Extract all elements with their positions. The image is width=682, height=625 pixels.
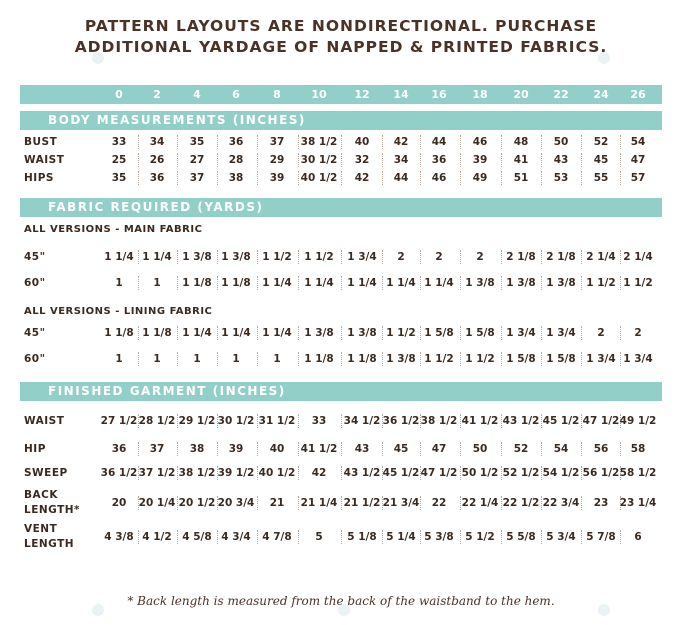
table-cell: 35 [111,172,127,184]
table-cell: 54 [630,136,646,148]
table-cell: 2 [435,251,443,263]
table-cell: 4 3/8 [104,531,134,543]
table-cell: 38 1/2 [420,415,458,427]
row-label: HIPS [24,172,54,184]
table-cell: 42 [354,172,370,184]
table-cell: 4 1/2 [142,531,172,543]
table-cell: 45 [393,443,409,455]
table-cell: 38 [228,172,244,184]
table-cell: 31 1/2 [258,415,296,427]
table-cell: 1 3/8 [304,327,334,339]
table-cell: 1 5/8 [465,327,495,339]
row-label: SWEEP [24,467,68,479]
table-cell: 1 [193,353,201,365]
row-label: 45" [24,327,46,339]
section-band-fabric [20,198,662,217]
table-cell: 1 1/4 [262,327,292,339]
table-cell: 1 3/8 [347,327,377,339]
size-column-header: 0 [115,88,123,101]
table-row [0,489,682,516]
table-cell: 46 [431,172,447,184]
table-cell: 1 3/8 [506,277,536,289]
table-cell: 1 3/4 [347,251,377,263]
table-cell: 42 [393,136,409,148]
row-label: BUST [24,136,58,148]
table-cell: 47 [630,154,646,166]
table-cell: 33 [111,136,127,148]
table-cell: 21 1/2 [343,497,381,509]
table-cell: 1 [115,353,123,365]
table-row [0,169,682,187]
size-column-header: 10 [311,88,327,101]
table-cell: 50 [472,443,488,455]
table-cell: 1 3/8 [465,277,495,289]
table-cell: 2 1/4 [623,251,653,263]
table-cell: 1 1/8 [304,353,334,365]
table-cell: 1 3/8 [546,277,576,289]
notice-line-1: PATTERN LAYOUTS ARE NONDIRECTIONAL. PURCHASE [84,17,598,35]
table-cell: 1 3/4 [546,327,576,339]
table-cell: 5 1/4 [386,531,416,543]
table-cell: 21 1/4 [300,497,338,509]
table-row [0,523,682,550]
table-cell: 21 [269,497,285,509]
size-column-header: 18 [472,88,488,101]
table-cell: 5 7/8 [586,531,616,543]
table-cell: 52 1/2 [502,467,540,479]
table-cell: 36 1/2 [382,415,420,427]
table-cell: 30 1/2 [217,415,255,427]
table-cell: 5 5/8 [506,531,536,543]
table-cell: 1 [153,353,161,365]
table-cell: 1 1/2 [586,277,616,289]
table-cell: 56 1/2 [582,467,620,479]
table-cell: 1 1/2 [304,251,334,263]
table-cell: 29 [269,154,285,166]
size-column-header: 14 [393,88,409,101]
table-cell: 29 1/2 [178,415,216,427]
table-cell: 20 1/2 [178,497,216,509]
table-cell: 1 3/4 [506,327,536,339]
table-cell: 30 1/2 [300,154,338,166]
table-cell: 50 1/2 [461,467,499,479]
row-label: WAIST [24,154,65,166]
table-cell: 22 3/4 [542,497,580,509]
table-cell: 1 1/2 [623,277,653,289]
table-cell: 1 [273,353,281,365]
table-cell: 25 [111,154,127,166]
table-cell: 1 1/4 [424,277,454,289]
table-cell: 38 1/2 [178,467,216,479]
table-cell: 28 [228,154,244,166]
table-cell: 1 1/4 [262,277,292,289]
table-cell: 20 1/4 [138,497,176,509]
table-cell: 1 1/8 [142,327,172,339]
table-cell: 43 [354,443,370,455]
table-cell: 1 1/4 [347,277,377,289]
table-cell: 43 1/2 [502,415,540,427]
table-row [0,248,682,266]
size-column-header: 8 [273,88,281,101]
lining-fabric-heading: ALL VERSIONS - LINING FABRIC [24,306,213,317]
table-row [0,151,682,169]
table-cell: 2 [397,251,405,263]
table-cell: 5 3/4 [546,531,576,543]
table-cell: 1 3/4 [623,353,653,365]
table-cell: 27 1/2 [100,415,138,427]
table-cell: 27 [189,154,205,166]
table-cell: 1 1/4 [142,251,172,263]
section-title: FINISHED GARMENT (INCHES) [48,384,286,398]
table-cell: 39 [269,172,285,184]
table-cell: 1 [153,277,161,289]
table-cell: 1 1/8 [347,353,377,365]
table-cell: 2 1/8 [506,251,536,263]
table-cell: 50 [553,136,569,148]
table-cell: 1 5/8 [506,353,536,365]
row-label: 60" [24,277,46,289]
size-column-header: 12 [354,88,370,101]
table-cell: 2 [476,251,484,263]
table-cell: 1 3/4 [586,353,616,365]
table-cell: 22 1/4 [461,497,499,509]
table-cell: 36 [149,172,165,184]
table-cell: 43 1/2 [343,467,381,479]
table-cell: 1 1/4 [104,251,134,263]
table-cell: 6 [634,531,642,543]
table-cell: 38 [189,443,205,455]
table-cell: 1 1/4 [182,327,212,339]
size-column-header: 2 [153,88,161,101]
table-cell: 1 1/8 [104,327,134,339]
table-cell: 52 [513,443,529,455]
row-label: VENT LENGTH [24,523,75,550]
table-cell: 1 1/4 [304,277,334,289]
row-label: WAIST [24,415,65,427]
table-cell: 4 5/8 [182,531,212,543]
table-row [0,274,682,292]
table-cell: 58 1/2 [619,467,657,479]
table-cell: 1 1/8 [221,277,251,289]
table-cell: 1 1/4 [386,277,416,289]
table-cell: 49 1/2 [619,415,657,427]
layout-notice [0,16,682,58]
table-cell: 1 5/8 [546,353,576,365]
table-cell: 36 1/2 [100,467,138,479]
table-cell: 1 [115,277,123,289]
size-column-header: 6 [232,88,240,101]
table-cell: 41 [513,154,529,166]
table-cell: 21 3/4 [382,497,420,509]
table-cell: 34 [393,154,409,166]
table-cell: 45 [593,154,609,166]
table-cell: 23 [593,497,609,509]
table-cell: 1 5/8 [424,327,454,339]
table-cell: 42 [311,467,327,479]
table-cell: 45 1/2 [542,415,580,427]
table-cell: 5 [315,531,323,543]
table-cell: 22 [431,497,447,509]
table-row [0,133,682,151]
table-cell: 1 3/8 [182,251,212,263]
table-cell: 51 [513,172,529,184]
table-cell: 37 [189,172,205,184]
size-column-header: 22 [553,88,569,101]
table-cell: 55 [593,172,609,184]
table-cell: 37 [149,443,165,455]
table-cell: 39 [228,443,244,455]
row-label: 60" [24,353,46,365]
table-cell: 40 [269,443,285,455]
table-cell: 34 [149,136,165,148]
table-cell: 58 [630,443,646,455]
table-cell: 40 1/2 [258,467,296,479]
table-cell: 2 1/8 [546,251,576,263]
row-label: BACK LENGTH* [24,489,81,516]
table-cell: 47 [431,443,447,455]
table-cell: 2 [634,327,642,339]
table-cell: 49 [472,172,488,184]
table-row [0,412,682,430]
table-cell: 34 1/2 [343,415,381,427]
table-row [0,324,682,342]
table-cell: 20 [111,497,127,509]
table-cell: 26 [149,154,165,166]
table-cell: 57 [630,172,646,184]
table-cell: 47 1/2 [582,415,620,427]
table-cell: 5 1/8 [347,531,377,543]
table-cell: 35 [189,136,205,148]
table-cell: 28 1/2 [138,415,176,427]
table-cell: 37 [269,136,285,148]
table-cell: 46 [472,136,488,148]
table-cell: 44 [393,172,409,184]
table-cell: 54 [553,443,569,455]
table-cell: 1 1/2 [262,251,292,263]
table-cell: 1 3/8 [386,353,416,365]
table-cell: 54 1/2 [542,467,580,479]
table-cell: 36 [111,443,127,455]
row-label: 45" [24,251,46,263]
table-row [0,350,682,368]
table-cell: 36 [228,136,244,148]
table-cell: 43 [553,154,569,166]
size-column-header: 20 [513,88,529,101]
table-cell: 1 [232,353,240,365]
section-band-finished [20,382,662,401]
size-column-header: 26 [630,88,646,101]
table-cell: 22 1/2 [502,497,540,509]
table-cell: 38 1/2 [300,136,338,148]
footnote: * Back length is measured from the back of the waistband to the hem. [127,594,555,608]
table-cell: 56 [593,443,609,455]
table-cell: 40 1/2 [300,172,338,184]
size-column-header: 4 [193,88,201,101]
table-cell: 37 1/2 [138,467,176,479]
table-cell: 2 1/4 [586,251,616,263]
size-column-header: 16 [431,88,447,101]
table-cell: 5 1/2 [465,531,495,543]
table-cell: 47 1/2 [420,467,458,479]
table-cell: 1 1/2 [424,353,454,365]
table-cell: 1 1/8 [182,277,212,289]
table-cell: 39 1/2 [217,467,255,479]
table-cell: 1 1/2 [386,327,416,339]
table-cell: 32 [354,154,370,166]
table-cell: 39 [472,154,488,166]
notice-line-2: ADDITIONAL YARDAGE OF NAPPED & PRINTED FABRICS. [74,38,608,56]
table-cell: 23 1/4 [619,497,657,509]
row-label: HIP [24,443,46,455]
table-cell: 33 [311,415,327,427]
section-title: BODY MEASUREMENTS (INCHES) [48,113,306,127]
table-cell: 41 1/2 [461,415,499,427]
table-cell: 2 [597,327,605,339]
table-cell: 45 1/2 [382,467,420,479]
size-header-row [20,85,662,104]
table-cell: 40 [354,136,370,148]
table-cell: 48 [513,136,529,148]
table-cell: 5 3/8 [424,531,454,543]
table-row [0,440,682,458]
table-cell: 4 3/4 [221,531,251,543]
table-cell: 53 [553,172,569,184]
table-row [0,464,682,482]
table-cell: 52 [593,136,609,148]
table-cell: 20 3/4 [217,497,255,509]
table-cell: 1 3/8 [221,251,251,263]
table-cell: 4 7/8 [262,531,292,543]
table-cell: 36 [431,154,447,166]
table-cell: 1 1/4 [221,327,251,339]
table-cell: 41 1/2 [300,443,338,455]
main-fabric-heading: ALL VERSIONS - MAIN FABRIC [24,224,203,235]
section-band-body [20,111,662,130]
section-title: FABRIC REQUIRED (YARDS) [48,200,264,214]
table-cell: 1 1/2 [465,353,495,365]
table-cell: 44 [431,136,447,148]
size-column-header: 24 [593,88,609,101]
